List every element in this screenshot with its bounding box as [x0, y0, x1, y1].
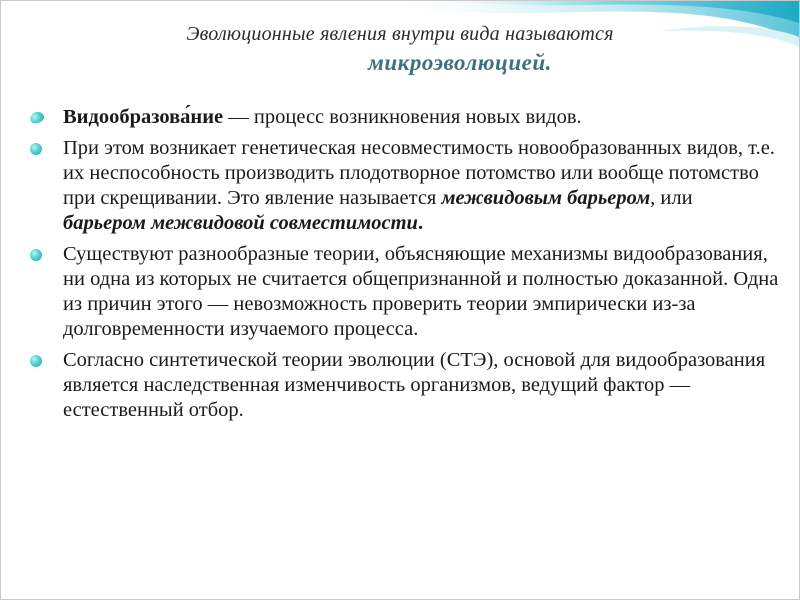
title-line-2: микроэволюцией. — [368, 50, 552, 75]
title-line-1: Эволюционные явления внутри вида называются — [186, 23, 614, 45]
list-item — [27, 136, 779, 236]
bullet-icon — [30, 249, 42, 261]
term-speciation: Видообразова́ние — [63, 106, 224, 128]
term-compatibility-barrier: барьером межвидовой совместимости — [63, 212, 418, 234]
item-text: , или — [650, 187, 693, 209]
term-interspecies-barrier: межвидовым барьером — [441, 187, 651, 209]
bullet-icon — [30, 355, 42, 367]
list-item — [27, 242, 779, 342]
item-text: Существуют разнообразные теории, объясняющие механизмы видообразования, ни одна из которых не считается общепризнанной и полностью доказанной. Одна из причин этого — невозможность проверить теории эмпирически из-за долговременности изучаемого процесса. — [63, 243, 779, 340]
item-text: . — [417, 212, 424, 234]
item-text: — процесс возникновения новых видов. — [223, 106, 582, 128]
slide-title — [1, 23, 799, 76]
bullet-list — [27, 105, 779, 429]
item-text: При этом возникает генетическая несовместимость новообразованных видов, т.е. их неспособность производить плодотворное потомство или вообще потомство при скрещивании. Это явление называется — [63, 137, 775, 209]
bullet-icon — [29, 110, 46, 125]
bullet-icon — [30, 143, 42, 155]
list-item — [27, 348, 779, 423]
item-text: Согласно синтетической теории эволюции (СТЭ), основой для видообразования является наследственная изменчивость организмов, ведущий фактор — естественный отбор. — [63, 349, 766, 421]
list-item — [27, 105, 779, 130]
